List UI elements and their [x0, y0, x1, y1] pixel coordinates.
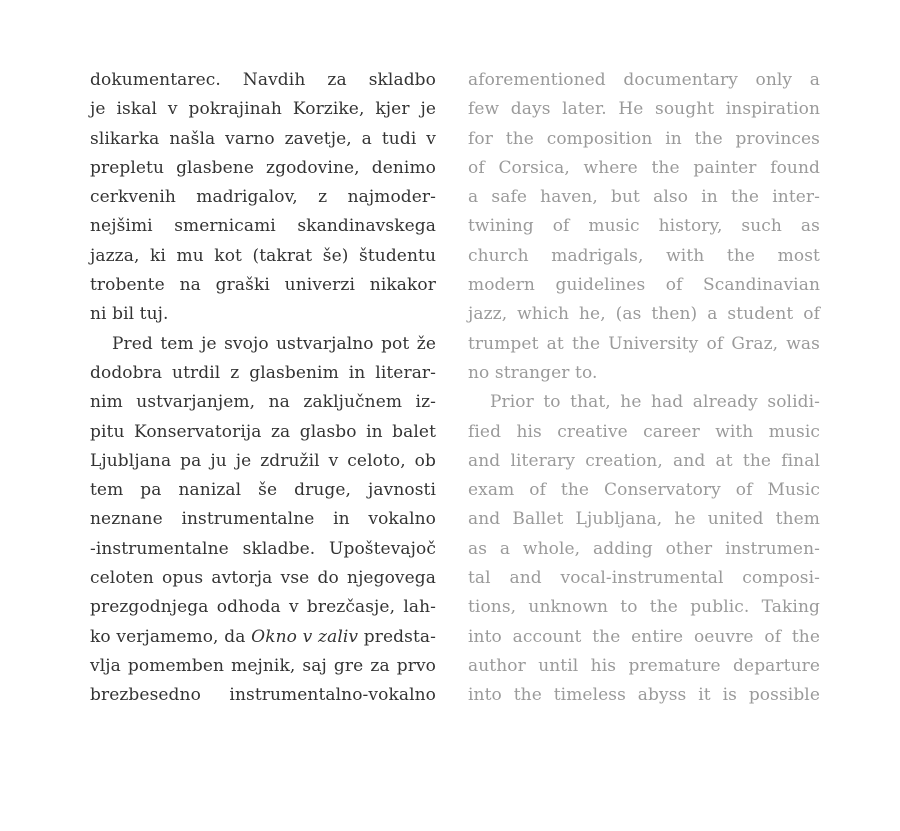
text-segment: jazz, which he, (as then) a student of — [468, 304, 820, 325]
text-segment: modern guidelines of Scandinavian — [468, 275, 820, 296]
text-line — [90, 183, 436, 212]
left-column-slovenian-text — [90, 66, 436, 711]
text-segment: nejšimi smernicami skandinavskega — [90, 216, 436, 237]
text-segment: slikarka našla varno zavetje, a tudi v — [90, 128, 436, 149]
text-line — [90, 300, 436, 329]
text-line — [90, 359, 436, 388]
text-line — [90, 242, 436, 271]
text-segment: exam of the Conservatory of Music — [468, 480, 820, 501]
text-line — [468, 242, 820, 271]
text-segment: into the timeless abyss it is possible — [468, 685, 820, 706]
text-line — [468, 564, 820, 593]
text-segment: ni bil tuj. — [90, 304, 169, 325]
text-segment: prepletu glasbene zgodovine, denimo — [90, 157, 436, 178]
text-segment: of Corsica, where the painter found — [468, 157, 820, 178]
text-line — [468, 535, 820, 564]
text-line — [468, 652, 820, 681]
text-line — [90, 681, 436, 710]
text-segment: jazza, ki mu kot (takrat še) študentu — [90, 245, 436, 266]
text-segment: cerkvenih madrigalov, z najmoder- — [90, 187, 436, 208]
text-line — [468, 300, 820, 329]
text-line — [90, 271, 436, 300]
text-segment: a safe haven, but also in the inter- — [468, 187, 820, 208]
text-line — [468, 66, 820, 95]
text-line — [468, 388, 820, 417]
text-segment: into account the entire oeuvre of the — [468, 626, 820, 647]
text-line — [468, 271, 820, 300]
text-line — [468, 447, 820, 476]
text-line — [90, 330, 436, 359]
text-line — [468, 95, 820, 124]
text-line — [468, 681, 820, 710]
text-line — [90, 593, 436, 622]
text-segment: prezgodnjega odhoda v brezčasje, lah- — [90, 597, 436, 618]
text-line — [90, 476, 436, 505]
text-segment: ko verjamemo, da — [90, 626, 252, 647]
right-column-english-translation — [468, 66, 820, 711]
text-segment: aforementioned documentary only a — [468, 70, 820, 90]
text-segment: dodobra utrdil z glasbenim in literar- — [90, 362, 436, 383]
text-segment: few days later. He sought inspiration — [468, 99, 820, 120]
text-segment: tal and vocal-instrumental composi- — [468, 568, 820, 589]
text-line — [468, 125, 820, 154]
text-segment: for the composition in the provinces — [468, 128, 820, 149]
text-segment: Pred tem je svojo ustvarjalno pot že — [112, 333, 436, 354]
text-segment: pitu Konservatorija za glasbo in balet — [90, 421, 436, 442]
text-line — [90, 125, 436, 154]
text-line — [90, 95, 436, 124]
text-line — [90, 535, 436, 564]
text-line — [468, 505, 820, 534]
text-line — [468, 330, 820, 359]
text-segment: nim ustvarjanjem, na zaključnem iz- — [90, 392, 436, 413]
text-line — [468, 623, 820, 652]
text-segment: as a whole, adding other instrumen- — [468, 538, 820, 559]
italic-text-segment: Okno v zaliv — [251, 626, 359, 647]
text-segment: trobente na graški univerzi nikakor — [90, 275, 436, 296]
text-line — [90, 212, 436, 241]
text-line — [468, 212, 820, 241]
text-segment: celoten opus avtorja vse do njegovega — [90, 568, 436, 589]
text-line — [468, 183, 820, 212]
text-segment: je iskal v pokrajinah Korzike, kjer je — [90, 99, 436, 120]
text-line — [468, 154, 820, 183]
text-segment: vlja pomemben mejnik, saj gre za prvo — [90, 655, 436, 676]
text-line — [90, 447, 436, 476]
text-line — [90, 388, 436, 417]
text-line — [468, 418, 820, 447]
text-segment: -instrumentalne skladbe. Upoštevajoč — [90, 538, 436, 559]
text-segment: Prior to that, he had already solidi- — [490, 392, 820, 413]
text-segment: dokumentarec. Navdih za skladbo — [90, 70, 436, 90]
text-line — [468, 593, 820, 622]
text-line — [90, 652, 436, 681]
text-segment: brezbesedno instrumentalno-vokalno — [90, 685, 436, 706]
text-segment: and Ballet Ljubljana, he united them — [468, 509, 820, 530]
text-segment: twining of music history, such as — [468, 216, 820, 237]
text-segment: tions, unknown to the public. Taking — [468, 597, 820, 618]
text-line — [90, 418, 436, 447]
text-line — [90, 154, 436, 183]
text-segment: Ljubljana pa ju je združil v celoto, ob — [90, 450, 436, 471]
text-segment: and literary creation, and at the final — [468, 450, 820, 471]
text-line — [468, 359, 820, 388]
text-line — [90, 623, 436, 652]
text-line — [90, 505, 436, 534]
text-segment: no stranger to. — [468, 362, 598, 383]
text-segment: predsta- — [358, 626, 436, 647]
text-segment: neznane instrumentalne in vokalno — [90, 509, 436, 530]
text-segment: trumpet at the University of Graz, was — [468, 333, 820, 354]
text-segment: fied his creative career with music — [468, 421, 820, 442]
text-segment: church madrigals, with the most — [468, 245, 820, 266]
text-line — [468, 476, 820, 505]
text-line — [90, 564, 436, 593]
text-line — [90, 66, 436, 95]
text-segment: author until his premature departure — [468, 655, 820, 676]
text-segment: tem pa nanizal še druge, javnosti — [90, 480, 436, 501]
